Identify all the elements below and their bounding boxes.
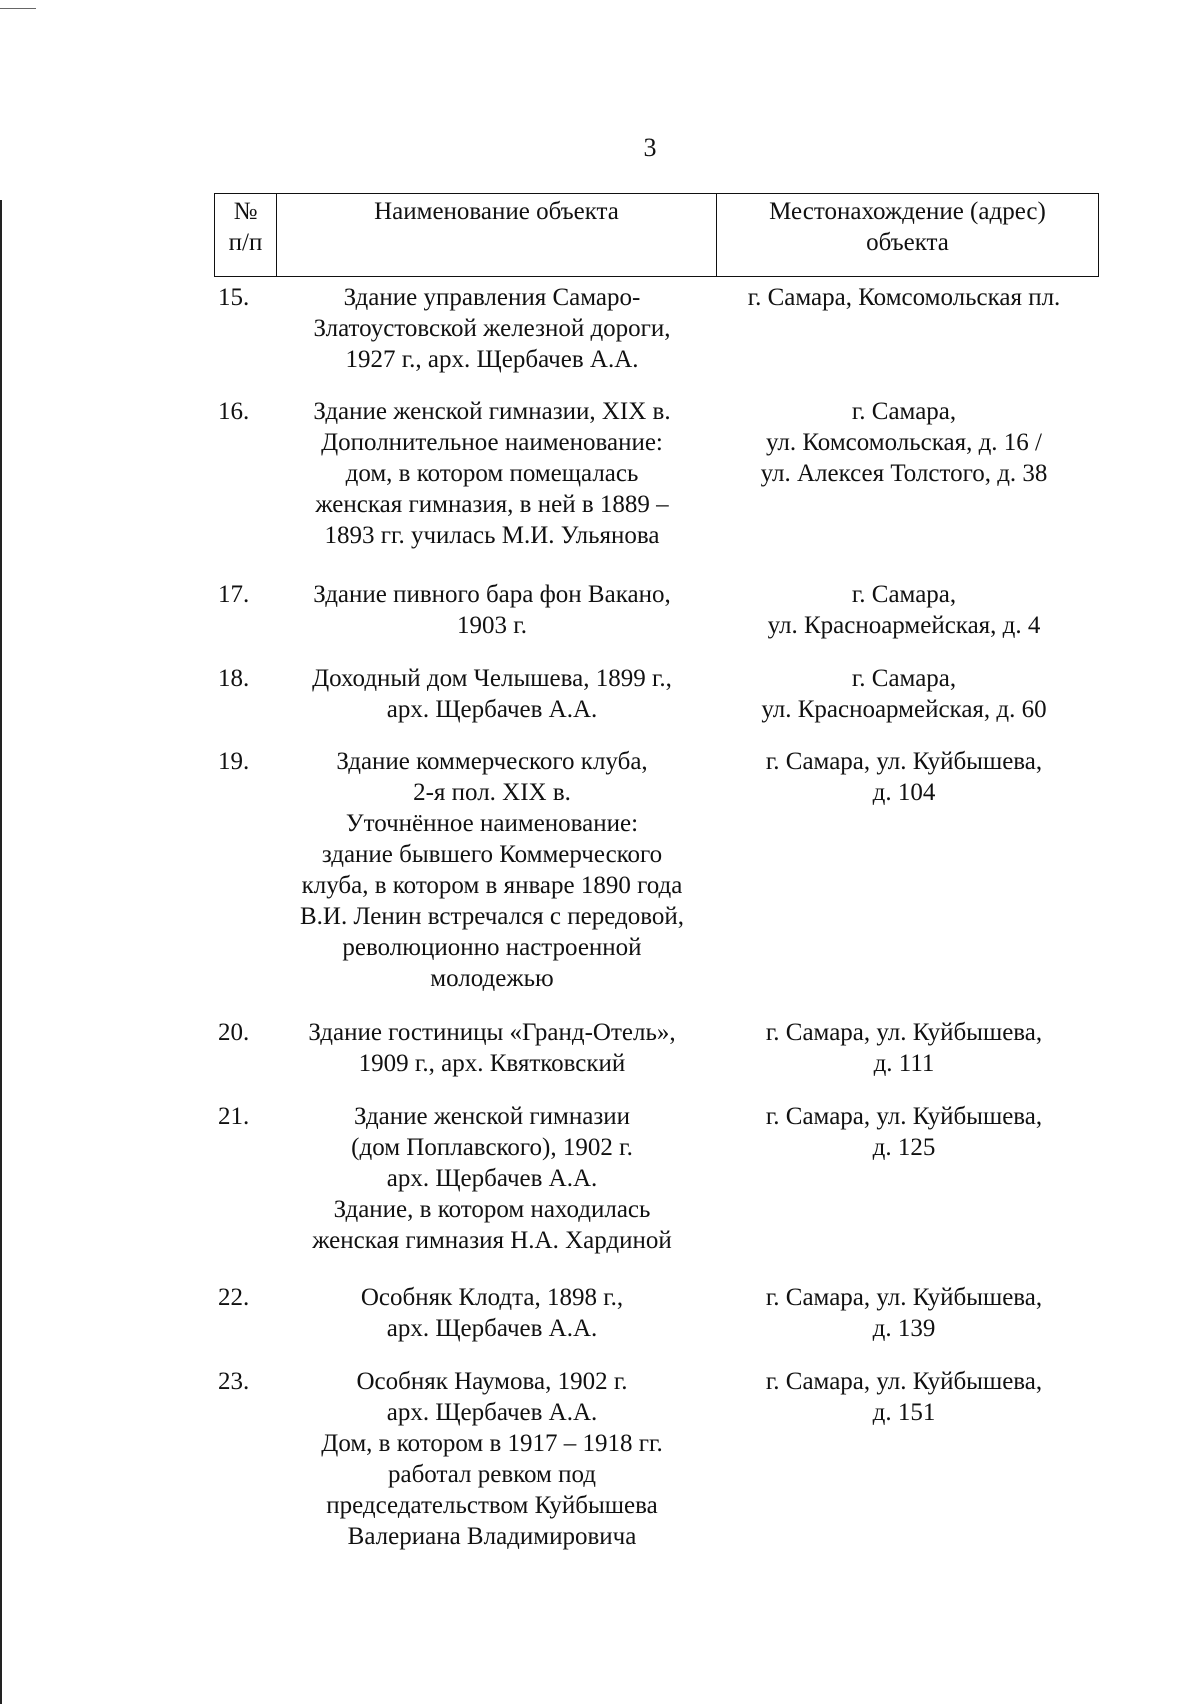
table-row [214, 1366, 1098, 1566]
object-address: г. Самара, ул. Куйбышева, д. 151 [765, 1368, 1043, 1426]
object-address: г. Самара, ул. Куйбышева, д. 125 [765, 1103, 1043, 1161]
object-name: Здание женской гимназии, XIX в. Дополнительное наименование: дом, в котором помещалась женская гимназия, в ней в 1889 – 1893 гг. училась М.И. Ульянова [313, 398, 671, 549]
scan-edge-left [0, 200, 2, 1704]
table-row [214, 282, 1098, 396]
scan-edge-top [0, 8, 36, 9]
object-name: Здание женской гимназии (дом Поплавского), 1902 г. арх. Щербачев А.А. Здание, в котором находилась женская гимназия Н.А. Хардиной [312, 1103, 672, 1254]
row-number: 21. [218, 1103, 250, 1130]
table-row [214, 396, 1098, 579]
row-number: 18. [218, 665, 250, 692]
header-num [215, 194, 277, 277]
object-name: Здание гостиницы «Гранд-Отель», 1909 г., арх. Квятковский [308, 1019, 676, 1077]
header-name [277, 194, 717, 277]
object-address: г. Самара, ул. Куйбышева, д. 111 [765, 1019, 1043, 1077]
page-number: 3 [643, 133, 657, 162]
object-name: Особняк Наумова, 1902 г. арх. Щербачев А.А. Дом, в котором в 1917 – 1918 гг. работал ревком под председательством Куйбышева Валериана Владимировича [321, 1368, 663, 1550]
table-row [214, 579, 1098, 663]
row-number: 15. [218, 284, 250, 311]
table-row [214, 1101, 1098, 1282]
table-row [214, 1017, 1098, 1101]
object-name: Особняк Клодта, 1898 г., арх. Щербачев А.А. [360, 1284, 624, 1342]
row-number: 22. [218, 1284, 250, 1311]
row-number: 23. [218, 1368, 250, 1395]
object-address: г. Самара, ул. Куйбышева, д. 139 [765, 1284, 1043, 1342]
header-address [717, 194, 1099, 277]
table-row [214, 663, 1098, 746]
row-number: 17. [218, 581, 250, 608]
object-address: г. Самара, Комсомольская пл. [747, 284, 1061, 311]
object-address: г. Самара, ул. Куйбышева, д. 104 [765, 748, 1043, 806]
table-header [214, 193, 1099, 277]
object-address: г. Самара, ул. Комсомольская, д. 16 / ул. Алексея Толстого, д. 38 [760, 398, 1048, 487]
object-name: Здание коммерческого клуба, 2-я пол. XIX в. Уточнённое наименование: здание бывшего Коммерческого клуба, в котором в январе 1890 года В.И. Ленин встречался с передовой, революционно настроенной молодежью [300, 748, 684, 992]
object-address: г. Самара, ул. Красноармейская, д. 60 [761, 665, 1047, 723]
object-address: г. Самара, ул. Красноармейская, д. 4 [767, 581, 1041, 639]
object-name: Доходный дом Челышева, 1899 г., арх. Щербачев А.А. [312, 665, 672, 723]
header-num-label: № п/п [228, 198, 263, 256]
object-name: Здание пивного бара фон Вакано, 1903 г. [313, 581, 671, 639]
header-address-label: Местонахождение (адрес) объекта [769, 198, 1046, 256]
row-number: 20. [218, 1019, 250, 1046]
object-name: Здание управления Самаро- Златоустовской железной дороги, 1927 г., арх. Щербачев А.А. [313, 284, 671, 373]
table-body [214, 282, 1098, 1566]
table-row [214, 746, 1098, 1017]
row-number: 16. [218, 398, 250, 425]
header-name-label: Наименование объекта [374, 198, 619, 225]
table-row [214, 1282, 1098, 1366]
row-number: 19. [218, 748, 250, 775]
